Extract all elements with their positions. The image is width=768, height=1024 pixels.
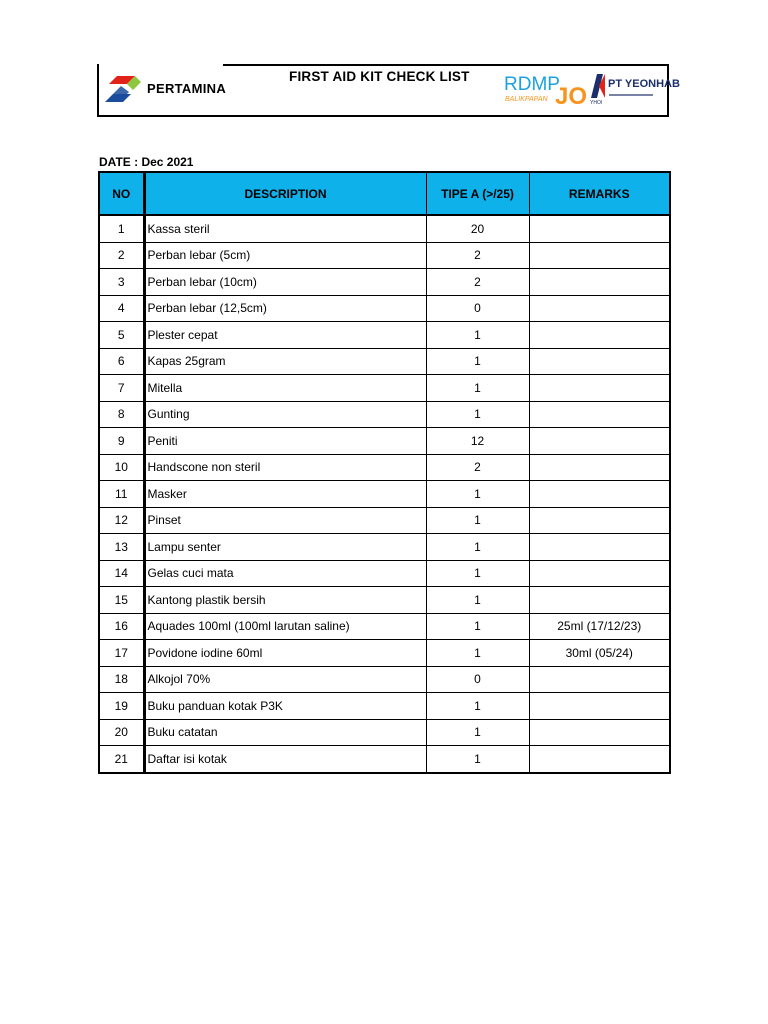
row-no: 3 bbox=[99, 269, 144, 296]
row-quantity: 1 bbox=[426, 693, 529, 720]
row-quantity: 1 bbox=[426, 322, 529, 349]
table-row bbox=[99, 322, 670, 349]
table-row bbox=[99, 401, 670, 428]
row-description: Perban lebar (5cm) bbox=[144, 242, 426, 269]
row-remarks bbox=[529, 746, 670, 773]
row-quantity: 20 bbox=[426, 215, 529, 242]
row-remarks: 25ml (17/12/23) bbox=[529, 613, 670, 640]
row-description: Povidone iodine 60ml bbox=[144, 640, 426, 667]
row-no: 7 bbox=[99, 375, 144, 402]
row-remarks bbox=[529, 242, 670, 269]
header-top-border bbox=[223, 64, 667, 66]
checklist-table bbox=[98, 171, 671, 774]
row-no: 9 bbox=[99, 428, 144, 455]
row-remarks: 30ml (05/24) bbox=[529, 640, 670, 667]
row-no: 1 bbox=[99, 215, 144, 242]
row-quantity: 1 bbox=[426, 587, 529, 614]
date-label: DATE : Dec 2021 bbox=[99, 155, 194, 169]
row-no: 13 bbox=[99, 534, 144, 561]
row-quantity: 1 bbox=[426, 348, 529, 375]
row-quantity: 1 bbox=[426, 640, 529, 667]
row-description: Pinset bbox=[144, 507, 426, 534]
table-row bbox=[99, 215, 670, 242]
header-description: DESCRIPTION bbox=[144, 172, 426, 215]
row-description: Peniti bbox=[144, 428, 426, 455]
row-description: Gunting bbox=[144, 401, 426, 428]
row-no: 6 bbox=[99, 348, 144, 375]
row-no: 20 bbox=[99, 719, 144, 746]
row-remarks bbox=[529, 428, 670, 455]
row-remarks bbox=[529, 269, 670, 296]
table-row bbox=[99, 746, 670, 773]
table-row bbox=[99, 242, 670, 269]
row-quantity: 0 bbox=[426, 295, 529, 322]
header-tipe-a: TIPE A (>/25) bbox=[426, 172, 529, 215]
table-row bbox=[99, 640, 670, 667]
row-remarks bbox=[529, 348, 670, 375]
table-row bbox=[99, 560, 670, 587]
table-row bbox=[99, 507, 670, 534]
row-remarks bbox=[529, 322, 670, 349]
row-quantity: 1 bbox=[426, 613, 529, 640]
row-description: Kassa steril bbox=[144, 215, 426, 242]
row-description: Masker bbox=[144, 481, 426, 508]
row-no: 21 bbox=[99, 746, 144, 773]
row-quantity: 1 bbox=[426, 481, 529, 508]
row-description: Perban lebar (12,5cm) bbox=[144, 295, 426, 322]
yeonhab-logo-text: PT YEONHAB bbox=[608, 78, 680, 90]
row-no: 11 bbox=[99, 481, 144, 508]
row-remarks bbox=[529, 693, 670, 720]
rdmp-logo-text: RDMP bbox=[504, 74, 560, 95]
row-no: 15 bbox=[99, 587, 144, 614]
row-quantity: 0 bbox=[426, 666, 529, 693]
yeonhab-sub-text: YHOI bbox=[590, 100, 603, 106]
row-no: 18 bbox=[99, 666, 144, 693]
row-no: 17 bbox=[99, 640, 144, 667]
table-row bbox=[99, 454, 670, 481]
header-no: NO bbox=[99, 172, 144, 215]
row-quantity: 1 bbox=[426, 375, 529, 402]
row-no: 12 bbox=[99, 507, 144, 534]
rdmp-jo-logo-icon bbox=[503, 70, 588, 110]
row-description: Daftar isi kotak bbox=[144, 746, 426, 773]
row-remarks bbox=[529, 215, 670, 242]
table-row bbox=[99, 666, 670, 693]
table-row bbox=[99, 534, 670, 561]
page-title: FIRST AID KIT CHECK LIST bbox=[289, 69, 470, 84]
row-remarks bbox=[529, 587, 670, 614]
table-row bbox=[99, 719, 670, 746]
table-row bbox=[99, 295, 670, 322]
table-row bbox=[99, 481, 670, 508]
row-remarks bbox=[529, 481, 670, 508]
company-name: PERTAMINA bbox=[147, 81, 227, 96]
table-header-row bbox=[99, 172, 670, 215]
row-remarks bbox=[529, 666, 670, 693]
rdmp-sub-text: BALIKPAPAN bbox=[505, 96, 548, 103]
row-description: Lampu senter bbox=[144, 534, 426, 561]
row-quantity: 1 bbox=[426, 719, 529, 746]
row-remarks bbox=[529, 454, 670, 481]
row-description: Perban lebar (10cm) bbox=[144, 269, 426, 296]
table-row bbox=[99, 693, 670, 720]
row-remarks bbox=[529, 534, 670, 561]
table-row bbox=[99, 269, 670, 296]
table-row bbox=[99, 375, 670, 402]
row-quantity: 12 bbox=[426, 428, 529, 455]
row-remarks bbox=[529, 295, 670, 322]
row-description: Handscone non steril bbox=[144, 454, 426, 481]
row-description: Kantong plastik bersih bbox=[144, 587, 426, 614]
row-description: Plester cepat bbox=[144, 322, 426, 349]
row-remarks bbox=[529, 507, 670, 534]
header-remarks: REMARKS bbox=[529, 172, 670, 215]
row-no: 16 bbox=[99, 613, 144, 640]
row-quantity: 1 bbox=[426, 507, 529, 534]
row-description: Kapas 25gram bbox=[144, 348, 426, 375]
yeonhab-logo-icon bbox=[587, 70, 680, 106]
row-no: 5 bbox=[99, 322, 144, 349]
row-description: Buku panduan kotak P3K bbox=[144, 693, 426, 720]
row-no: 8 bbox=[99, 401, 144, 428]
row-description: Buku catatan bbox=[144, 719, 426, 746]
row-quantity: 2 bbox=[426, 269, 529, 296]
row-no: 10 bbox=[99, 454, 144, 481]
row-description: Alkojol 70% bbox=[144, 666, 426, 693]
row-description: Mitella bbox=[144, 375, 426, 402]
table-row bbox=[99, 587, 670, 614]
row-description: Aquades 100ml (100ml larutan saline) bbox=[144, 613, 426, 640]
row-remarks bbox=[529, 560, 670, 587]
row-quantity: 1 bbox=[426, 401, 529, 428]
row-quantity: 1 bbox=[426, 746, 529, 773]
row-remarks bbox=[529, 401, 670, 428]
row-no: 4 bbox=[99, 295, 144, 322]
table-row bbox=[99, 613, 670, 640]
row-remarks bbox=[529, 375, 670, 402]
row-remarks bbox=[529, 719, 670, 746]
row-quantity: 2 bbox=[426, 242, 529, 269]
row-quantity: 1 bbox=[426, 560, 529, 587]
row-quantity: 1 bbox=[426, 534, 529, 561]
row-no: 19 bbox=[99, 693, 144, 720]
row-quantity: 2 bbox=[426, 454, 529, 481]
table-row bbox=[99, 428, 670, 455]
document-header bbox=[97, 64, 680, 117]
jo-logo-text: JO bbox=[555, 83, 588, 110]
row-no: 14 bbox=[99, 560, 144, 587]
row-no: 2 bbox=[99, 242, 144, 269]
row-description: Gelas cuci mata bbox=[144, 560, 426, 587]
table-row bbox=[99, 348, 670, 375]
